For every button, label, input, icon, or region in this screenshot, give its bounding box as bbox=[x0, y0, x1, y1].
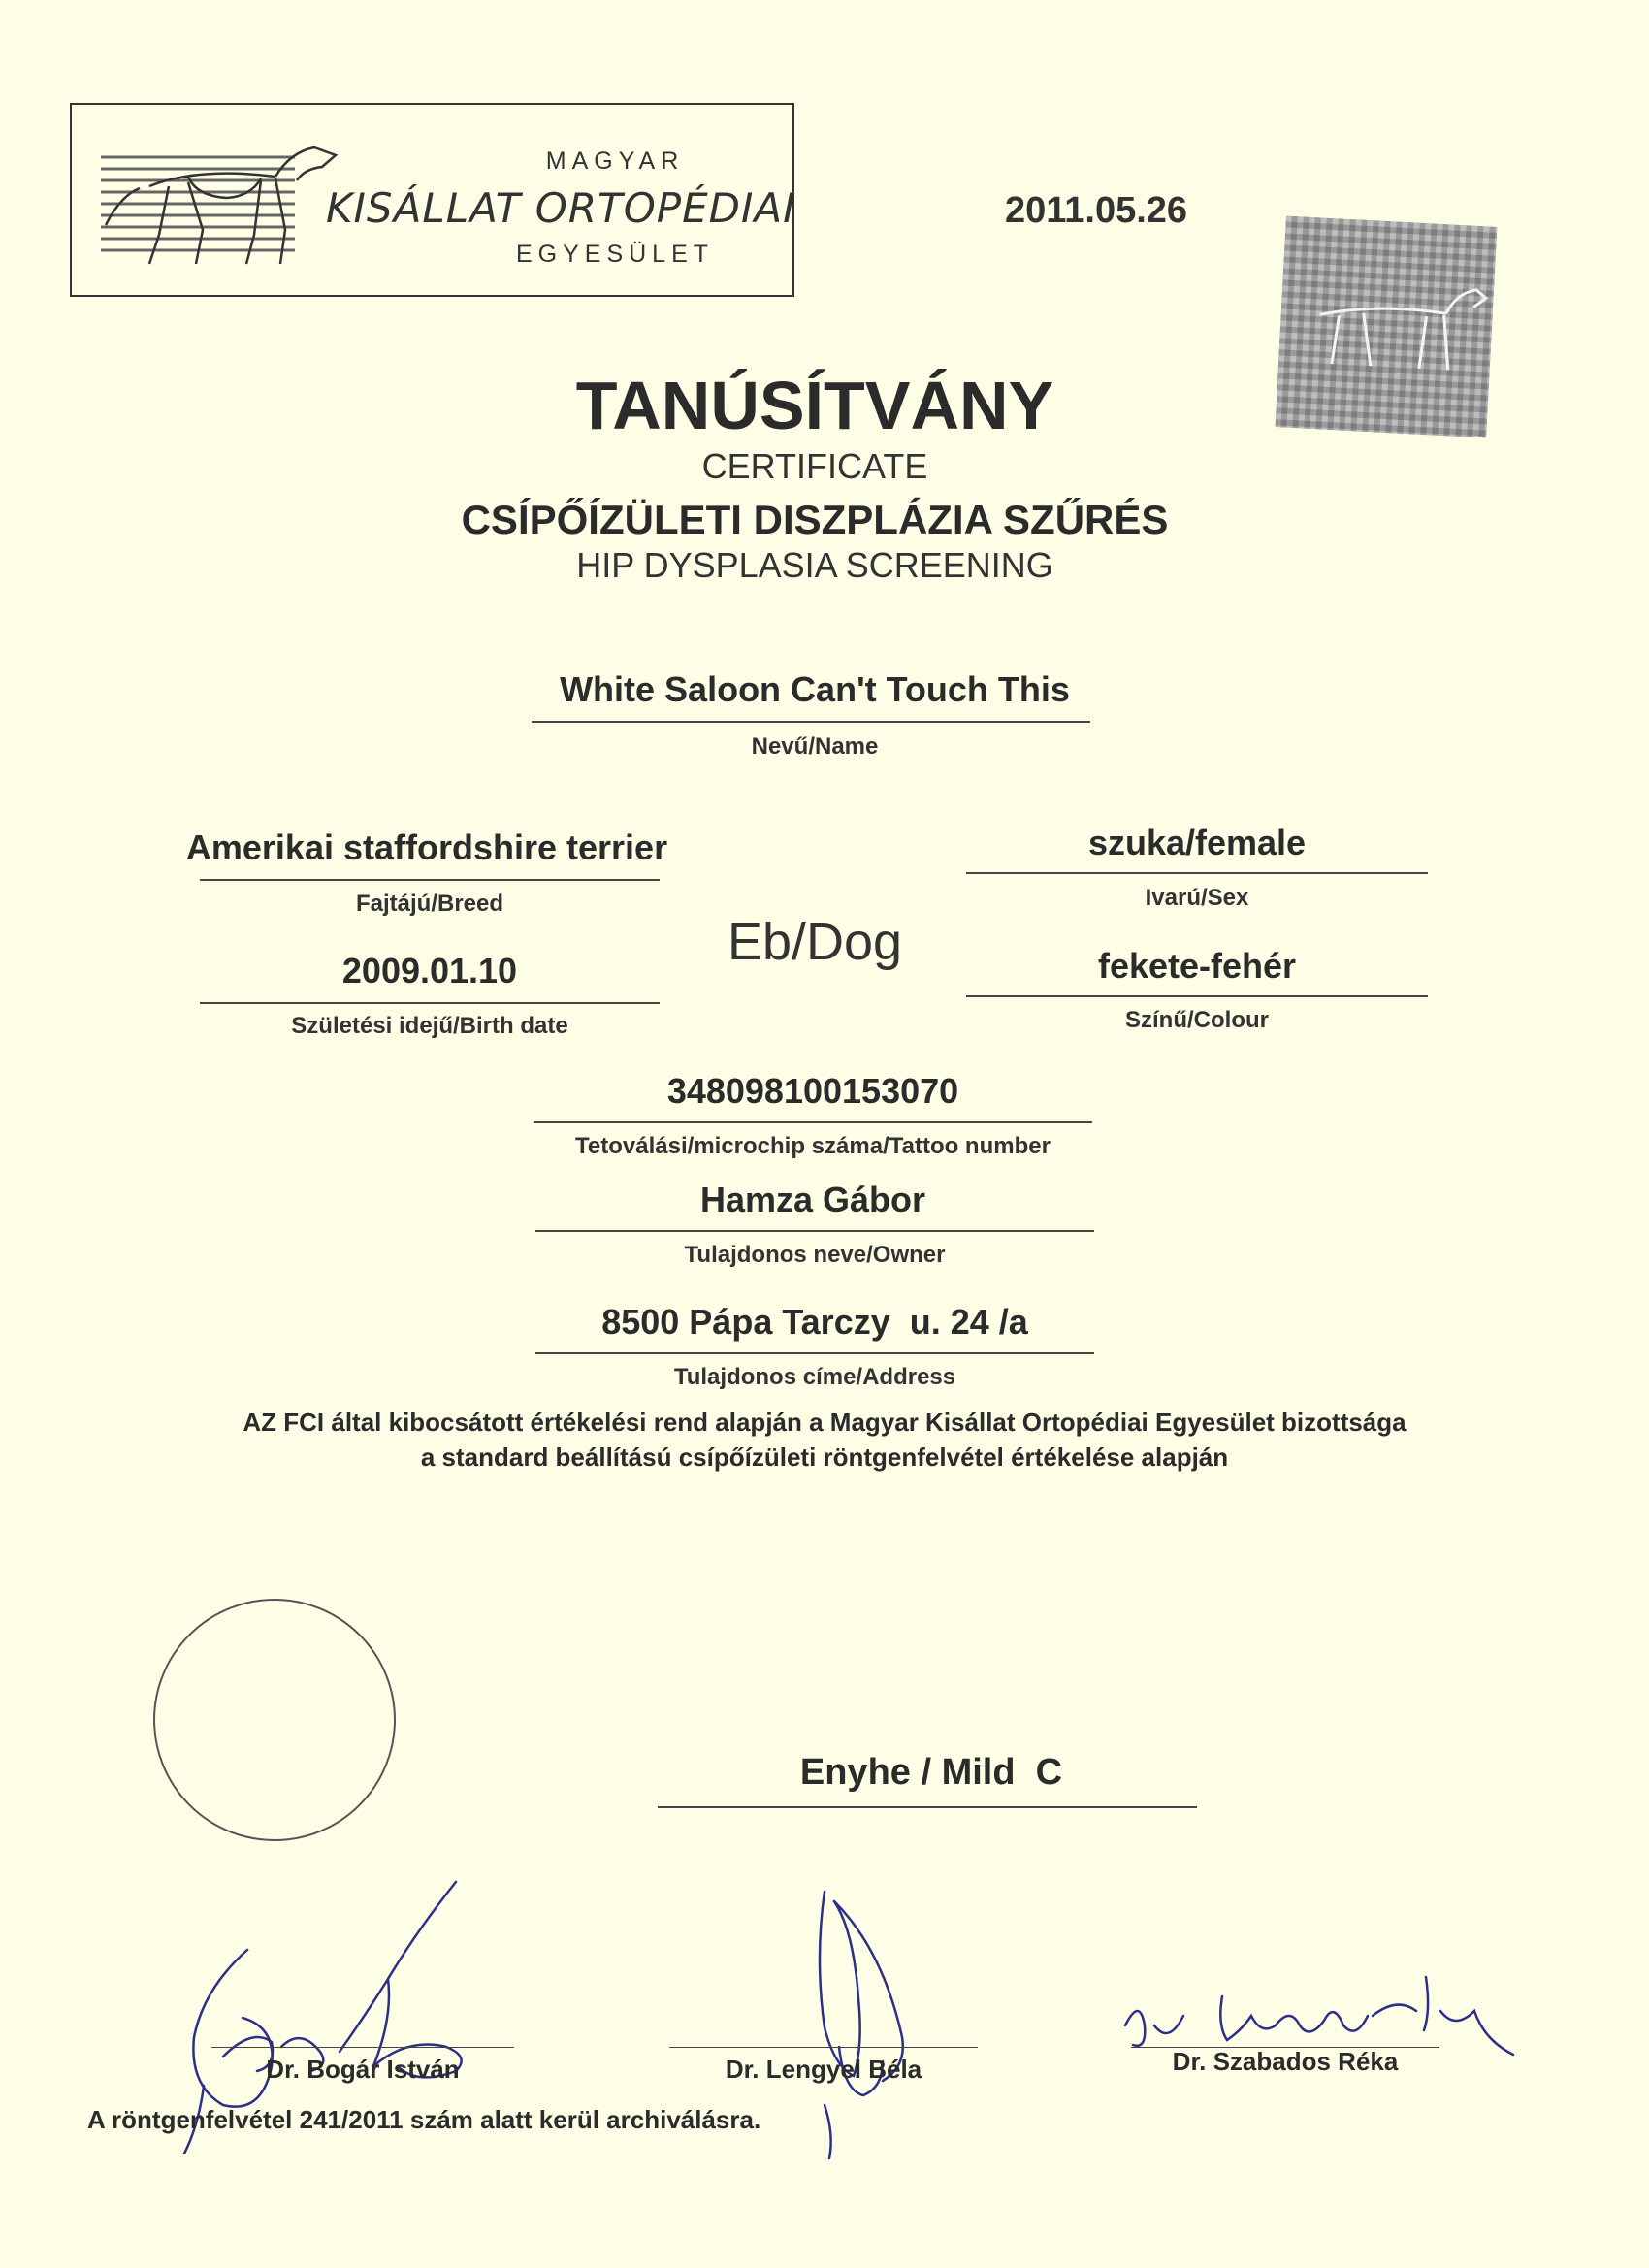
sex-value: szuka/female bbox=[1087, 823, 1307, 862]
birth-date-value: 2009.01.10 bbox=[341, 951, 518, 990]
birth-date-label: Születési idejű/Birth date bbox=[291, 1013, 568, 1039]
evaluation-statement-line2: a standard beállítású csípőízületi röntgenfelvétel értékelése alapján bbox=[420, 1442, 1229, 1472]
owner-address-rule bbox=[535, 1352, 1094, 1354]
result-grade: Enyhe / Mild C bbox=[799, 1752, 1063, 1793]
microchip-rule bbox=[534, 1121, 1092, 1123]
colour-rule bbox=[966, 995, 1428, 997]
dog-name-label: Nevű/Name bbox=[751, 733, 879, 760]
hologram-seal bbox=[1275, 215, 1497, 437]
signatory-name-2: Dr. Lengyel Béla bbox=[725, 2055, 922, 2084]
archive-note: A röntgenfelvétel 241/2011 szám alatt kerül archiválásra. bbox=[87, 2105, 761, 2134]
logo-text-magyar: MAGYAR bbox=[545, 147, 685, 175]
sex-rule bbox=[966, 872, 1428, 874]
breed-value: Amerikai staffordshire terrier bbox=[185, 827, 668, 867]
owner-address-value: 8500 Pápa Tarczy u. 24 /a bbox=[601, 1302, 1028, 1342]
certificate-title: TANÚSÍTVÁNY bbox=[575, 368, 1054, 443]
screening-title-en: HIP DYSPLASIA SCREENING bbox=[576, 545, 1053, 585]
evaluation-statement bbox=[116, 1405, 1533, 1474]
species-value: Eb/Dog bbox=[727, 913, 903, 971]
breed-rule bbox=[200, 879, 660, 881]
microchip-label: Tetoválási/microchip száma/Tattoo number bbox=[575, 1133, 1051, 1159]
evaluation-statement-line1: AZ FCI által kibocsátott értékelési rend alapján a Magyar Kisállat Ortopédiai Egyesület bizottsága bbox=[242, 1408, 1406, 1437]
colour-label: Színű/Colour bbox=[1125, 1007, 1269, 1033]
logo-text-org: KISÁLLAT ORTOPÉDIAI bbox=[326, 184, 796, 232]
owner-name-value: Hamza Gábor bbox=[699, 1180, 926, 1219]
signatory-name-3: Dr. Szabados Réka bbox=[1172, 2047, 1399, 2076]
birth-date-rule bbox=[200, 1002, 660, 1004]
breed-label: Fajtájú/Breed bbox=[355, 891, 504, 917]
stamp-circle bbox=[153, 1599, 396, 1841]
sex-label: Ivarú/Sex bbox=[1145, 885, 1249, 911]
signature-line-1 bbox=[211, 2047, 514, 2048]
microchip-value: 348098100153070 bbox=[666, 1071, 959, 1111]
result-rule bbox=[658, 1806, 1197, 1808]
certificate-title-en: CERTIFICATE bbox=[701, 446, 928, 486]
owner-name-label: Tulajdonos neve/Owner bbox=[684, 1242, 946, 1268]
screening-title: CSÍPŐÍZÜLETI DISZPLÁZIA SZŰRÉS bbox=[461, 497, 1169, 542]
logo-box bbox=[70, 103, 794, 297]
dog-name-rule bbox=[532, 721, 1090, 723]
logo-text-egyesulet: EGYESÜLET bbox=[515, 241, 715, 268]
dog-name-value: White Saloon Can't Touch This bbox=[560, 669, 1070, 709]
signature-line-2 bbox=[669, 2047, 978, 2048]
signatory-name-1: Dr. Bogár István bbox=[266, 2055, 460, 2084]
owner-name-rule bbox=[535, 1230, 1094, 1232]
issue-date: 2011.05.26 bbox=[1004, 190, 1188, 231]
owner-address-label: Tulajdonos címe/Address bbox=[673, 1364, 956, 1390]
colour-value: fekete-fehér bbox=[1097, 946, 1297, 986]
